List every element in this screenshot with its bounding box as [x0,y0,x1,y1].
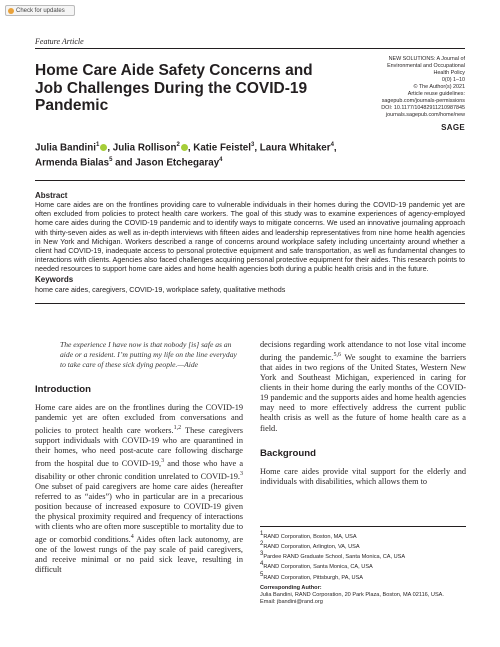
author-list: Julia Bandini$^1$ , Julia Rollison$^2$ , Katie Feistel$^3$, Laura Whitaker$^4$, Armenda Bialas$^5$ and Jason Etchegaray$^4$ [35,142,337,169]
abstract-text: Home care aides are on the frontlines providing care to vulnerable individuals in their homes during the COVID-19 pandemic yet are often excluded from policies to protect health care workers. The goal of this study was to examine experiences of agency-employed home care aides during the COVID-19 pandemic and to identify ways to mitigate concerns. We used an innovative journaling approach with thirty-seven aides as well as in-depth interviews with fifteen aides and leadership representatives from nine home health agencies in New York and Michigan. Workers described a range of concerns around workplace safety including uncertainty around whether a client had COVID-19, inadequate access to personal protective equipment and safe transportation, as well as fundamental changes to interactions with clients. Agencies also faced challenges acquiring personal protective equipment for their aides. This research points to needed resources to support home care aides and home health agencies both during a public health crisis and in the future. [35,200,465,274]
author-name[interactable]: Laura Whitaker [259,142,331,154]
citation-ref[interactable]: 3 [240,471,243,478]
abstract-bottom-rule [35,303,465,304]
affiliation-sup: 4 [260,561,264,568]
citation-ref[interactable]: 1,2 [173,425,182,432]
affiliation-sup: 4 [330,142,334,148]
journal-line: NEW SOLUTIONS: A Journal of [388,56,465,62]
journal-line: journals.sagepub.com/home/new [385,112,465,118]
text-run: Aides often lack autonomy, are one of the lowest rungs of the pay scale of paid caregivers, and receive minimal or no paid sick leave, resulting in difficult [35,535,243,575]
header-rule [35,48,465,49]
text-run: decisions regarding work attendance to not lose vital income during the pandemic. [260,340,466,362]
text-run: These caregivers support individuals with COVID-19 who are quarantined in their homes, who need post-acute care following discharge from the hospital due to COVID-19, [35,425,243,468]
background-paragraph: Home care aides provide vital support for the elderly and individuals with disabilities, which allows them to [260,466,466,486]
journal-line: Environmental and Occupational [387,63,465,69]
text-run: and those who have a disability or other chronic condition unrelated to COVID-19. [35,459,243,481]
affiliation-sup: 2 [260,541,264,548]
text-run: Home care aides are on the frontlines during the COVID-19 pandemic yet are often excluded from conversations and policies to protect health care workers. [35,403,243,435]
affiliation-sup: 1 [95,142,100,148]
epigraph: The experience I have now is that nobody [is] safe as an aide or a resident. I’m putting my life on the line everyday to take care of these sick dying people.—Aide [60,340,237,369]
keywords-text: home care aides, caregivers, COVID-19, workplace safety, qualitative methods [35,285,286,294]
affiliation-line [260,531,466,541]
affiliation-line [260,541,466,551]
author-name[interactable]: Julia Rollison [112,142,177,154]
keywords-heading: Keywords [35,275,74,284]
abstract-heading: Abstract [35,191,68,200]
citation-ref[interactable]: 5,6 [333,352,341,359]
affiliation-line [260,572,466,582]
orcid-icon[interactable] [181,144,188,151]
continuation-paragraph [260,340,466,434]
update-check-icon [8,8,14,14]
affiliation-text: Pardee RAND Graduate School, Santa Monica, CA, USA [263,554,406,561]
publisher-logo: SAGE [441,123,465,132]
affiliation-sup: 3 [260,551,264,558]
affiliation-sup: 1 [260,531,264,537]
affiliation-sup: 4 [219,157,223,164]
citation-ref[interactable]: 4 [130,534,134,541]
author-name[interactable]: Armenda Bialas [35,157,110,169]
affiliation-sup: 3 [250,142,255,148]
journal-line: © The Author(s) 2021 [413,84,465,90]
introduction-paragraph [35,403,243,576]
corresponding-email[interactable]: Email: jbandini@rand.org [260,599,323,606]
affiliation-sup: 5 [260,571,264,578]
author-name[interactable]: Jason Etchegaray [135,157,220,169]
text-run: We sought to examine the barriers that aides in two regions of the United States, Western New York and Southeast Michigan, experienced in caring for clients in their home during the early months of the COVID-19 pandemic and the supports aides and home health agencies may need to more effectively address the current public health crisis as well as the future of home health care as a field. [260,352,466,433]
affiliation-sup: 5 [109,157,113,164]
corresponding-address: Julia Bandini, RAND Corporation, 20 Park Plaza, Boston, MA 02116, USA. [260,592,444,599]
left-column [35,340,243,576]
article-title: Home Care Aide Safety Concerns and Job Challenges During the COVID-19 Pandemic [35,62,313,114]
affiliation-text: RAND Corporation, Santa Monica, CA, USA [263,564,373,571]
affiliation-line [260,561,466,571]
author-name[interactable]: Katie Feistel [193,142,251,154]
affiliations-footnote [260,526,466,607]
abstract-top-rule [35,180,465,181]
introduction-heading: Introduction [35,384,91,395]
journal-line: DOI: 10.1177/10482911210987845 [381,105,465,111]
affiliation-text: RAND Corporation, Boston, MA, USA [263,533,357,540]
citation-ref[interactable]: 3 [161,458,165,465]
affiliation-line [260,551,466,561]
corresponding-heading: Corresponding Author: [260,584,322,591]
journal-line: Health Policy [433,70,465,76]
journal-info [325,56,465,119]
background-heading: Background [260,447,316,459]
right-column [260,340,466,487]
badge-label: Check for updates [16,7,65,14]
affiliation-text: RAND Corporation, Pittsburgh, PA, USA [263,574,364,581]
affiliation-sup: 2 [176,142,180,148]
section-label: Feature Article [35,37,84,46]
orcid-icon[interactable] [100,144,107,151]
journal-line: sagepub.com/journals-permissions [381,98,465,104]
check-for-updates-badge[interactable] [5,5,75,16]
author-name[interactable]: Julia Bandini [35,142,96,154]
affiliation-text: RAND Corporation, Arlington, VA, USA [263,544,360,551]
text-run: One subset of paid caregivers are home care aides (hereafter referred to as “aides”) who in particular are in a precarious position because of increased exposure to COVID-19 given the physical proximity required and frequency of interactions with clients who are often more susceptible to mortality due to age or comorbid conditions. [35,481,243,545]
journal-line: 0(0) 1–10 [441,77,465,83]
journal-line: Article reuse guidelines: [407,91,465,97]
